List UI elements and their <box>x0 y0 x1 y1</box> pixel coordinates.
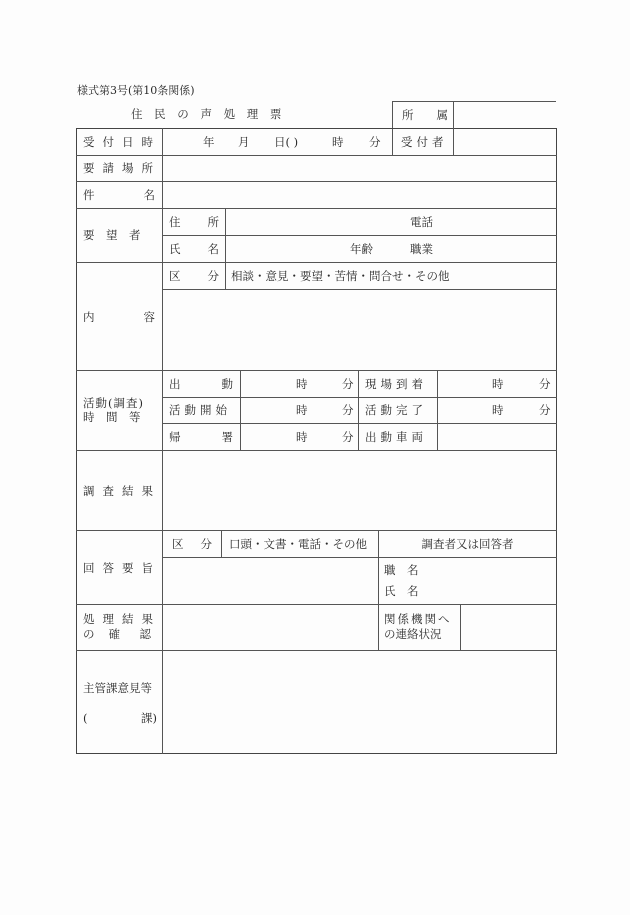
affiliation-field[interactable] <box>454 102 555 128</box>
activity-end-time-field[interactable] <box>438 398 556 423</box>
answer-body-field[interactable] <box>163 558 378 604</box>
answer-category-label: 区 分 <box>172 537 212 551</box>
investigation-label: 調査結果 <box>83 484 161 498</box>
answer-label: 回答要旨 <box>83 561 161 575</box>
minute-label: 分 <box>539 377 551 391</box>
answer-category-options[interactable]: 口頭・文書・電話・その他 <box>229 537 367 551</box>
activity-start-label: 活動開始 <box>169 403 231 417</box>
investigation-field[interactable] <box>163 451 556 530</box>
minute-label: 分 <box>369 135 381 149</box>
occupation-label: 職業 <box>410 242 433 256</box>
activity-label-line2: 時 間 等 <box>83 410 141 424</box>
form-number: 様式第3号(第10条関係) <box>77 84 195 97</box>
form-title: 住 民 の 声 処 理 票 <box>131 107 286 121</box>
hour-label: 時 <box>296 430 308 444</box>
minute-label: 分 <box>342 403 354 417</box>
processing-label-line1: 処理結果 <box>83 612 161 626</box>
activity-dispatch-label: 出 動 <box>169 377 233 391</box>
processing-confirmation-field[interactable] <box>163 605 378 650</box>
hour-label: 時 <box>492 377 504 391</box>
activity-label-line1: 活動(調査) <box>83 396 144 410</box>
hour-label: 時 <box>332 135 344 149</box>
return-time-field[interactable] <box>241 424 358 450</box>
month-label: 月 <box>238 135 250 149</box>
return-label: 帰 署 <box>169 430 233 444</box>
content-body-field[interactable] <box>163 290 556 370</box>
vehicle-field[interactable] <box>438 424 556 450</box>
address-label: 住 所 <box>169 215 219 229</box>
receiver-field[interactable] <box>454 129 556 155</box>
minute-label: 分 <box>342 377 354 391</box>
subject-label: 件 名 <box>83 188 155 202</box>
phone-label: 電話 <box>410 215 433 229</box>
processing-label-line2: の 確 認 <box>83 627 155 641</box>
responder-header: 調査者又は回答者 <box>421 537 514 551</box>
responder-name-label: 氏 名 <box>384 584 419 598</box>
content-category-options[interactable]: 相談・意見・要望・苦情・問合せ・その他 <box>231 269 450 283</box>
name-label: 氏 名 <box>169 242 219 256</box>
dispatch-time-field[interactable] <box>241 371 358 397</box>
affiliation-label: 所 属 <box>402 108 448 122</box>
address-field[interactable] <box>226 209 556 235</box>
receiver-label: 受付者 <box>401 135 448 149</box>
hour-label: 時 <box>296 377 308 391</box>
department-name-label: ( 課) <box>83 711 157 725</box>
agency-label-line2: の連絡状況 <box>384 627 442 641</box>
arrival-label: 現場到着 <box>365 377 427 391</box>
day-label: 日( ) <box>274 135 299 149</box>
age-label: 年齢 <box>350 242 373 256</box>
minute-label: 分 <box>539 403 551 417</box>
arrival-time-field[interactable] <box>438 371 556 397</box>
agency-label-line1: 関係機関へ <box>384 612 452 626</box>
content-category-label: 区 分 <box>169 269 219 283</box>
activity-end-label: 活動完了 <box>365 403 427 417</box>
name-field[interactable] <box>226 236 556 262</box>
request-place-label: 要請場所 <box>83 161 161 175</box>
requester-label: 要 望 者 <box>83 228 141 242</box>
hour-label: 時 <box>492 403 504 417</box>
reception-label: 受付日時 <box>83 135 161 149</box>
hour-label: 時 <box>296 403 308 417</box>
responder-field[interactable] <box>410 558 556 604</box>
subject-field[interactable] <box>163 182 556 208</box>
department-opinion-field[interactable] <box>163 651 556 753</box>
minute-label: 分 <box>342 430 354 444</box>
agency-contact-field[interactable] <box>461 605 556 650</box>
request-place-field[interactable] <box>163 156 556 181</box>
content-label: 内 容 <box>83 310 155 324</box>
year-label: 年 <box>203 135 215 149</box>
position-label: 職 名 <box>384 563 419 577</box>
department-opinion-label: 主管課意見等 <box>83 681 152 695</box>
activity-start-time-field[interactable] <box>241 398 358 423</box>
vehicle-label: 出動車両 <box>365 430 427 444</box>
reception-datetime-field[interactable] <box>163 129 392 155</box>
